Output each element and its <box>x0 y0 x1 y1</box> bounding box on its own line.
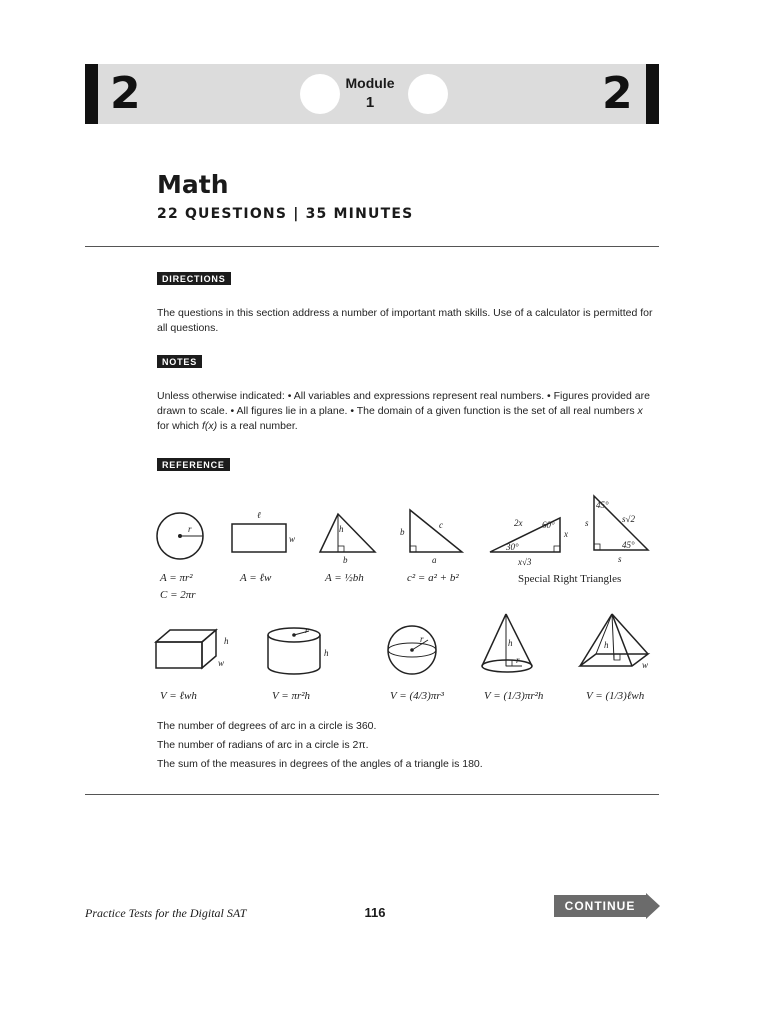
cone-radius-label: r <box>516 655 520 665</box>
triangle-figure-icon <box>315 508 381 566</box>
rectangle-figure-icon <box>228 508 300 556</box>
circle-radius-label: r <box>188 524 192 534</box>
directions-text: The questions in this section address a number of important math skills. Use of a calculator is permitted for all questions. <box>157 307 653 334</box>
circle-circumference-formula: C = 2πr <box>160 589 196 601</box>
page-subtitle: 22 QUESTIONS | 35 MINUTES <box>157 206 414 222</box>
section-number-left: 2 <box>110 68 141 119</box>
triangle-30-60-90-icon <box>486 510 578 568</box>
hyp-2x-label: 2x <box>514 518 523 528</box>
circle-area-formula: A = πr² <box>160 572 193 584</box>
reference-tag: REFERENCE <box>157 458 230 471</box>
page-title: Math <box>157 170 229 199</box>
header-circle-right <box>408 74 448 114</box>
leg-x-label: x <box>564 529 568 539</box>
pyramid-volume-formula: V = (1/3)ℓwh <box>586 690 645 702</box>
top-divider <box>85 246 659 247</box>
sphere-icon <box>382 620 442 680</box>
circle-figure-icon <box>150 506 210 566</box>
page-number: 116 <box>364 905 386 920</box>
rectangle-area-formula: A = ℓw <box>240 572 272 584</box>
triangle-45-45-90-icon <box>584 492 660 566</box>
cone-height-label: h <box>508 638 513 648</box>
notes-text-part3: is a real number. <box>217 420 298 432</box>
pyramid-height-label: h <box>604 640 609 650</box>
notes-text-part2: for which <box>157 420 202 432</box>
rect-width-label: w <box>289 534 296 544</box>
directions-tag: DIRECTIONS <box>157 272 231 285</box>
angle-30-label: 30° <box>506 542 519 552</box>
notes-function-fx: f(x) <box>201 420 218 432</box>
fact-triangle-sum: The sum of the measures in degrees of the angles of a triangle is 180. <box>157 758 483 770</box>
cylinder-height-label: h <box>324 648 329 658</box>
special-right-triangles-label: Special Right Triangles <box>518 573 622 585</box>
sphere-volume-formula: V = (4/3)πr³ <box>390 690 444 702</box>
box-height-label: h <box>224 636 229 646</box>
pythag-leg-b-label: b <box>400 527 405 537</box>
cone-icon <box>476 610 538 682</box>
rectangular-box-icon <box>150 624 234 676</box>
pythag-leg-a-label: a <box>432 555 437 565</box>
section-edge-bar-right <box>646 64 659 124</box>
hyp-s-root2-label: s√2 <box>622 514 635 524</box>
cylinder-icon <box>262 624 338 682</box>
notes-text-part1: Unless otherwise indicated: • All variables and expressions represent real numbers. • Figures provided are drawn to scale. • All figures lie in a plane. • The domain of a given function is the set of all real numbers <box>157 390 650 417</box>
triangle-base-label: b <box>343 555 348 565</box>
angle-45-right-label: 45° <box>622 540 635 550</box>
leg-s-side-label: s <box>585 518 589 528</box>
angle-60-label: 60° <box>542 520 555 530</box>
angle-45-top-label: 45° <box>596 500 609 510</box>
cone-volume-formula: V = (1/3)πr²h <box>484 690 544 702</box>
leg-x-root3-label: x√3 <box>518 557 532 567</box>
cylinder-volume-formula: V = πr²h <box>272 690 311 702</box>
notes-text <box>157 389 657 434</box>
sphere-radius-label: r <box>420 634 424 644</box>
pyramid-icon <box>574 610 658 678</box>
box-width-label: w <box>218 658 225 668</box>
bottom-divider <box>85 794 659 795</box>
footer-book-title: Practice Tests for the Digital SAT <box>85 906 247 920</box>
continue-label: CONTINUE <box>564 899 636 913</box>
section-edge-bar-left <box>85 64 98 124</box>
section-number-right: 2 <box>602 68 633 119</box>
pythag-hyp-c-label: c <box>439 520 443 530</box>
leg-s-bottom-label: s <box>618 554 622 564</box>
triangle-height-label: h <box>339 524 344 534</box>
notes-tag: NOTES <box>157 355 202 368</box>
triangle-area-formula: A = ½bh <box>325 572 364 584</box>
pythagorean-formula: c² = a² + b² <box>407 572 459 584</box>
module-label: Module <box>345 75 395 91</box>
right-triangle-figure-icon <box>396 504 468 566</box>
continue-button[interactable] <box>554 893 660 919</box>
pyramid-width-label: w <box>642 660 649 670</box>
fact-radians: The number of radians of arc in a circle is 2π. <box>157 739 369 751</box>
cylinder-radius-label: r <box>305 625 309 635</box>
rect-length-label: ℓ <box>257 510 261 520</box>
box-volume-formula: V = ℓwh <box>160 690 197 702</box>
notes-variable-x: x <box>637 405 643 417</box>
fact-degrees: The number of degrees of arc in a circle is 360. <box>157 720 377 732</box>
module-number: 1 <box>365 94 375 111</box>
